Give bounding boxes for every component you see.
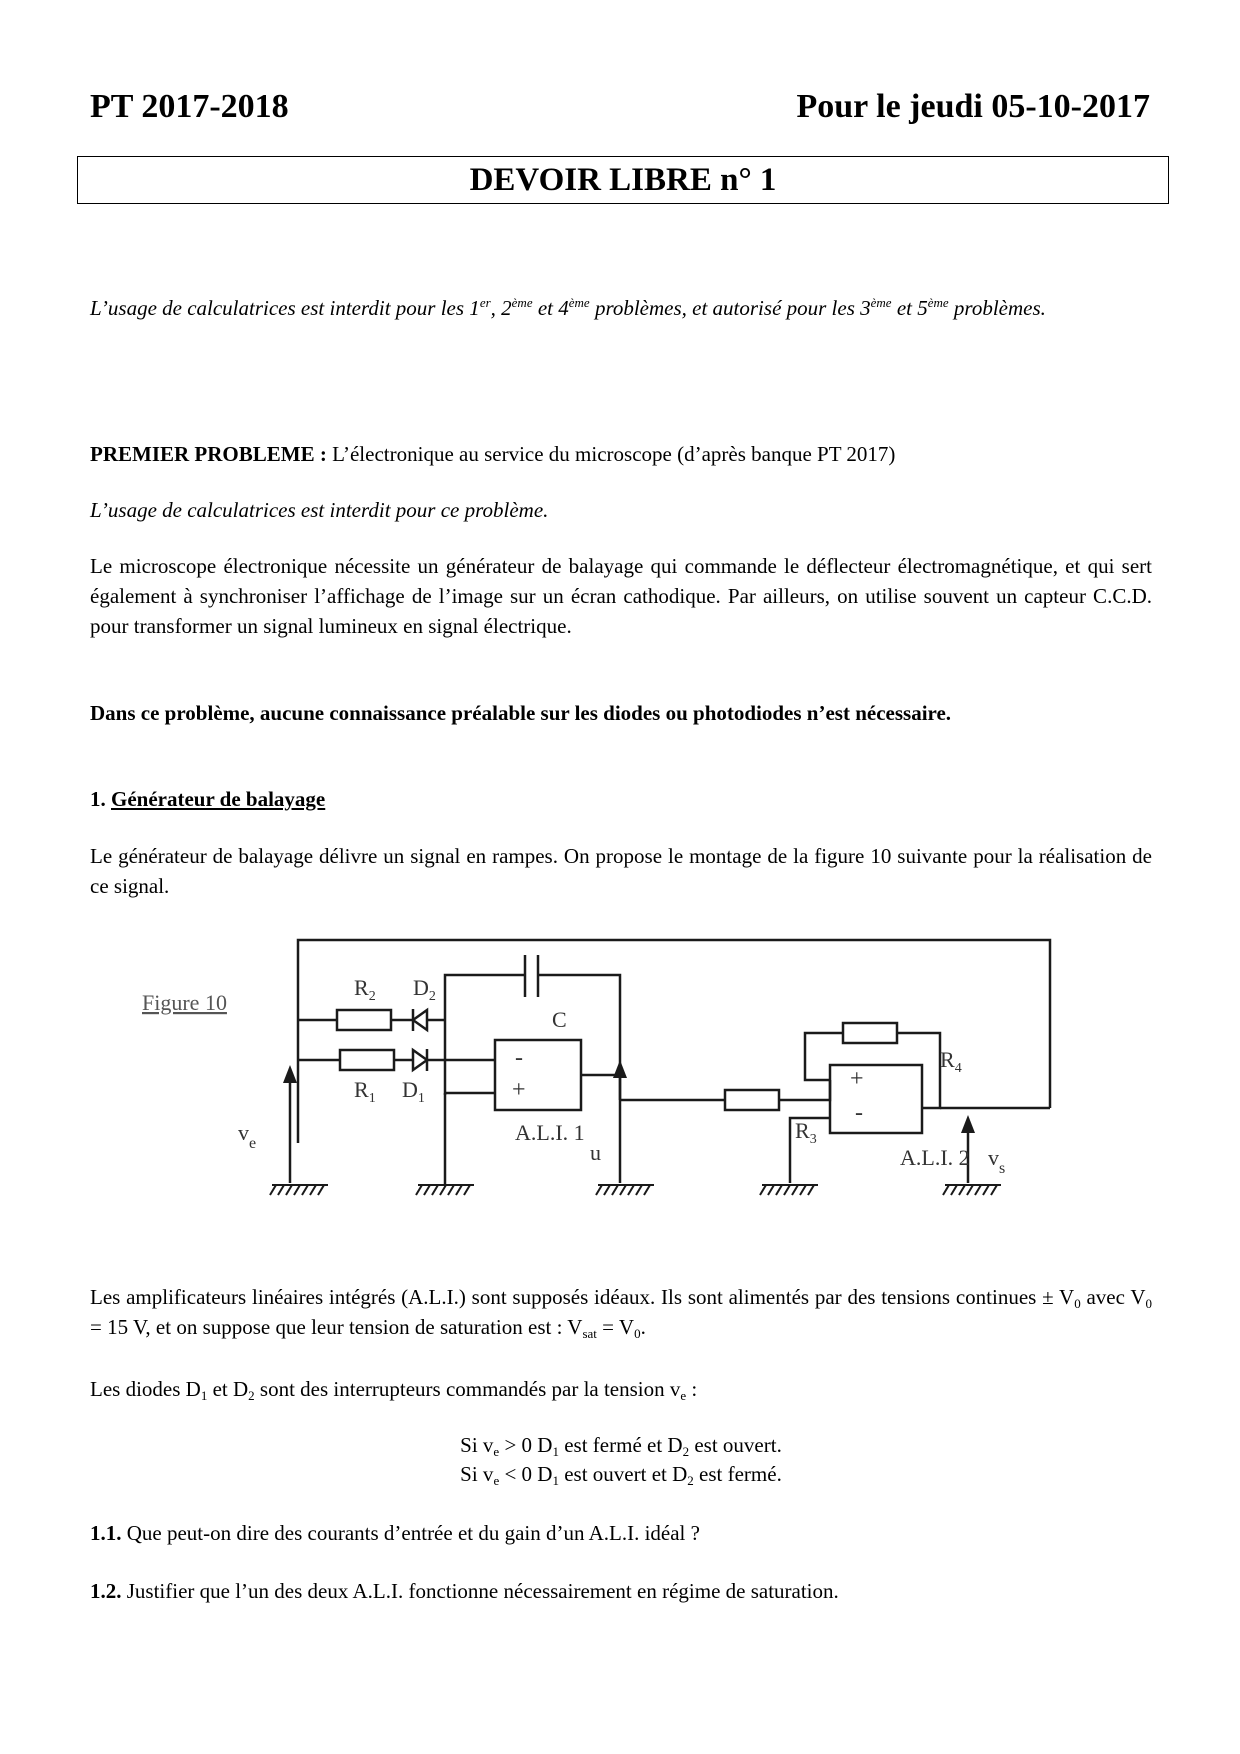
section-1-paragraph: Le générateur de balayage délivre un signal en rampes. On propose le montage de la figure 10 suivante pour la réalisation de ce signal. [90,844,1152,898]
ali2-plus: + [850,1066,864,1092]
label-ali1: A.L.I. 1 [515,1120,585,1145]
label-u: u [590,1140,601,1165]
ali1-minus: - [515,1045,523,1071]
label-d2: $D_2$ [413,975,436,1004]
ali2-minus: - [855,1100,863,1126]
class-label: PT 2017-2018 [90,88,289,125]
label-ali2: A.L.I. 2 [900,1145,970,1170]
ali1-plus: + [512,1077,526,1103]
diodes-paragraph: Les diodes $D_1$ et $D_2$ sont des interrupteurs commandés par la tension $v_e$ : [90,1377,698,1403]
ground-symbols [270,1185,1001,1195]
label-r2: $R_2$ [354,975,376,1004]
due-date: Pour le jeudi 05-10-2017 [796,88,1150,125]
problem-intro-paragraph: Le microscope électronique nécessite un générateur de balayage qui commande le déflecteur électromagnétique, et qui sert également à synchroniser l’affichage de l’image sur un écran cathodique. Par ailleurs, on utilise souvent un capteur C.C.D. pour transformer un signal lumineux en signal électrique. [90,554,1152,638]
section-1-heading: 1. Générateur de balayage [90,787,326,811]
circuit-figure [130,925,1110,1235]
label-r3: $R_3$ [795,1118,817,1147]
problem-title: L’électronique au service du microscope (d’après banque PT 2017) [326,442,896,466]
label-d1: $D_1$ [402,1077,425,1106]
resistor-r4 [843,1023,897,1043]
resistor-r1 [340,1050,394,1070]
ali-1 [495,1040,581,1110]
diode-knowledge-note: Dans ce problème, aucune connaissance préalable sur les diodes ou photodiodes n’est nécessaire. [90,701,952,725]
label-c: C [552,1007,567,1032]
figure-caption: Figure 10 [142,990,227,1015]
diode-d2 [413,1010,427,1030]
label-r1: $R_1$ [354,1077,376,1106]
problem-heading [90,439,1152,469]
resistor-r2 [337,1010,391,1030]
diode-d1 [413,1050,427,1070]
resistor-r3 [725,1090,779,1110]
problem-label: PREMIER PROBLEME : [90,442,327,466]
calculator-notice: L’usage de calculatrices est interdit pour les 1er, 2ème et 4ème problèmes, et autorisé pour les 3ème et 5ème problèmes. [90,295,1046,320]
assignment-title: DEVOIR LIBRE n° 1 [77,156,1169,204]
condition-negative: Si $v_e < 0$ $D_1$ est ouvert et $D_2$ est fermé. [460,1462,782,1488]
feedback-wire [298,940,1050,1143]
condition-positive: Si $v_e > 0$ $D_1$ est fermé et $D_2$ est ouvert. [460,1433,782,1459]
ali-2 [830,1065,922,1133]
question-1-2: 1.2. Justifier que l’un des deux A.L.I. fonctionne nécessairement en régime de saturation. [90,1579,839,1603]
label-vs: $v_s$ [988,1145,1006,1177]
problem-calculator-note: L’usage de calculatrices est interdit pour ce problème. [90,498,549,522]
ali-description-paragraph: Les amplificateurs linéaires intégrés (A.L.I.) sont supposés idéaux. Ils sont alimentés par des tensions continues ± $V_0$ avec $V_0 = 15$ V, et on suppose que leur tension de saturation est : $V_{sat} = V_0$. [90,1285,1152,1341]
capacitor [525,955,538,997]
question-1-1: 1.1. Que peut-on dire des courants d’entrée et du gain d’un A.L.I. idéal ? [90,1521,700,1545]
label-ve: $v_e$ [238,1120,257,1152]
label-r4: $R_4$ [940,1047,962,1076]
